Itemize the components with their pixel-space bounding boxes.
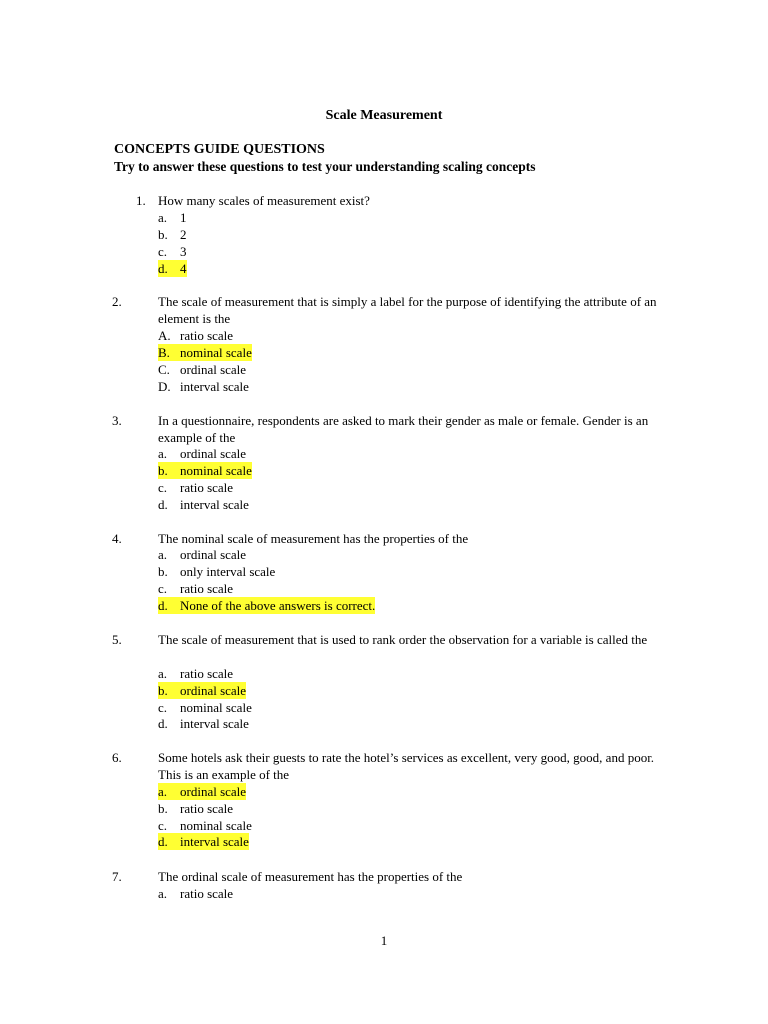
option-a: a. ordinal scale (158, 784, 247, 799)
question-text: The scale of measurement that is used to rank order the observation for a variable is called the (158, 632, 648, 647)
section-heading: CONCEPTS GUIDE QUESTIONS (114, 142, 325, 157)
option-b: b. nominal scale (158, 463, 252, 478)
option-c: C. ordinal scale (158, 362, 247, 377)
option-b: b. 2 (158, 227, 187, 242)
option-a: a. ordinal scale (158, 547, 247, 562)
question-number: 3. (112, 413, 122, 428)
section-subheading: Try to answer these questions to test your understanding scaling concepts (114, 159, 536, 174)
page-title: Scale Measurement (325, 108, 443, 123)
option-c: c. nominal scale (158, 700, 252, 715)
option-c: c. ratio scale (158, 581, 234, 596)
option-a: a. 1 (158, 210, 187, 225)
option-d: d. interval scale (158, 497, 249, 512)
question-number: 7. (112, 869, 122, 884)
option-d: D. interval scale (158, 379, 249, 394)
option-c: c. nominal scale (158, 818, 252, 833)
question-text: The ordinal scale of measurement has the properties of the (158, 869, 463, 884)
question-text: The nominal scale of measurement has the properties of the (158, 531, 469, 546)
option-d: d. None of the above answers is correct. (158, 598, 376, 613)
page-number: 1 (380, 933, 388, 948)
option-d: d. interval scale (158, 834, 249, 849)
option-a: a. ordinal scale (158, 446, 247, 461)
question-number: 5. (112, 632, 122, 647)
question-number: 4. (112, 531, 122, 546)
option-a: a. ratio scale (158, 886, 234, 901)
option-b: b. ratio scale (158, 801, 234, 816)
option-c: c. 3 (158, 244, 187, 259)
option-b: b. ordinal scale (158, 683, 247, 698)
option-b: b. only interval scale (158, 564, 276, 579)
question-text: In a questionnaire, respondents are asked to mark their gender as male or female. Gender is an example of the (158, 413, 649, 445)
question-number: 6. (112, 750, 122, 765)
option-a: a. ratio scale (158, 666, 234, 681)
question-text: Some hotels ask their guests to rate the hotel’s services as excellent, very good, good, and poor. This is an example of the (158, 750, 655, 782)
option-d: d. 4 (158, 261, 187, 276)
question-text: The scale of measurement that is simply a label for the purpose of identifying the attribute of an element is the (158, 294, 657, 326)
option-d: d. interval scale (158, 716, 249, 731)
question-number: 1. (136, 193, 146, 208)
option-a: A. ratio scale (158, 328, 234, 343)
question-text: How many scales of measurement exist? (158, 193, 370, 208)
option-b: B. nominal scale (158, 345, 252, 360)
option-c: c. ratio scale (158, 480, 234, 495)
question-number: 2. (112, 294, 122, 309)
